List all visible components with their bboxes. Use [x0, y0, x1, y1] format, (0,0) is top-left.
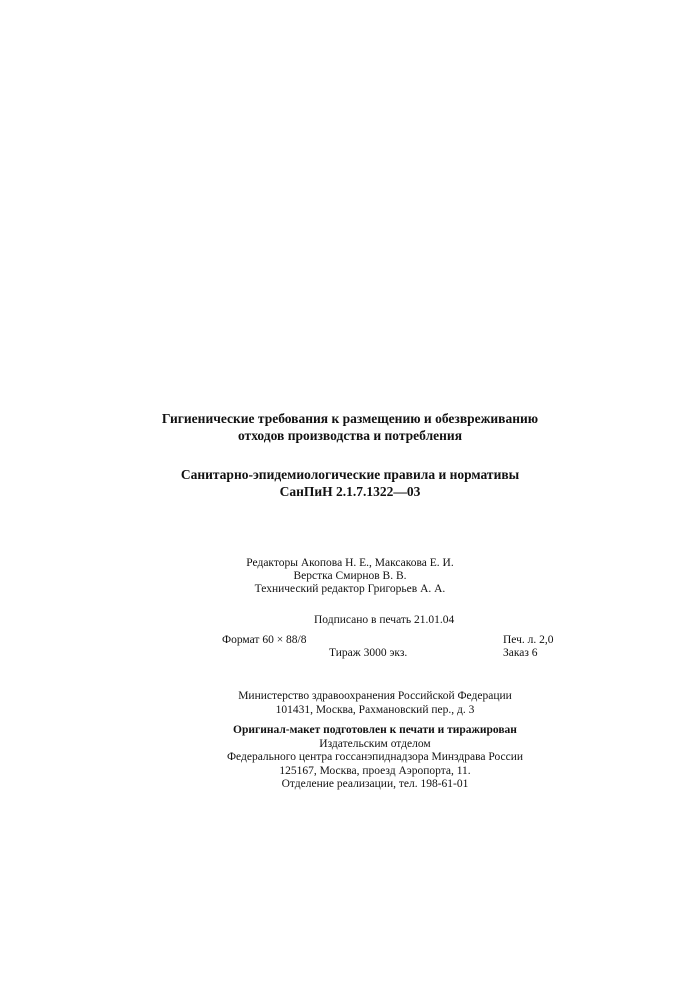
rules-heading [150, 466, 550, 500]
credits-block [200, 557, 500, 596]
printer-line-4: 125167, Москва, проезд Аэропорта, 11. [279, 764, 471, 777]
circulation-line: Тираж 3000 экз. [329, 647, 408, 659]
rules-code: СанПиН 2.1.7.1322—03 [279, 484, 421, 499]
layout-line: Верстка Смирнов В. В. [293, 570, 407, 582]
printer-line-5: Отделение реализации, тел. 198-61-01 [281, 778, 469, 790]
ministry-address: 101431, Москва, Рахмановский пер., д. 3 [275, 703, 475, 716]
printer-line-1: Оригинал-макет подготовлен к печати и тиражирован [233, 724, 517, 736]
printer-block [150, 724, 600, 792]
rules-line-1: Санитарно-эпидемиологические правила и нормативы [180, 467, 520, 482]
printer-line-3: Федерального центра госсанэпиднадзора Минздрава России [226, 751, 524, 763]
title-line-1: Гигиенические требования к размещению и обезвреживанию [161, 411, 539, 426]
ministry-block [150, 690, 600, 717]
editors-line: Редакторы Акопова Н. Е., Максакова Е. И. [246, 557, 454, 569]
tech-editor-line: Технический редактор Григорьев А. А. [254, 583, 446, 595]
order-line: Заказ 6 [503, 647, 538, 659]
document-title [150, 410, 550, 444]
signed-date: Подписано в печать 21.01.04 [314, 614, 455, 626]
sheets-line: Печ. л. 2,0 [503, 634, 554, 646]
printer-line-2: Издательским отделом [319, 737, 431, 750]
ministry-name: Министерство здравоохранения Российской Федерации [238, 690, 512, 702]
format-line: Формат 60 × 88/8 [222, 634, 307, 646]
title-line-2: отходов производства и потребления [237, 428, 462, 443]
